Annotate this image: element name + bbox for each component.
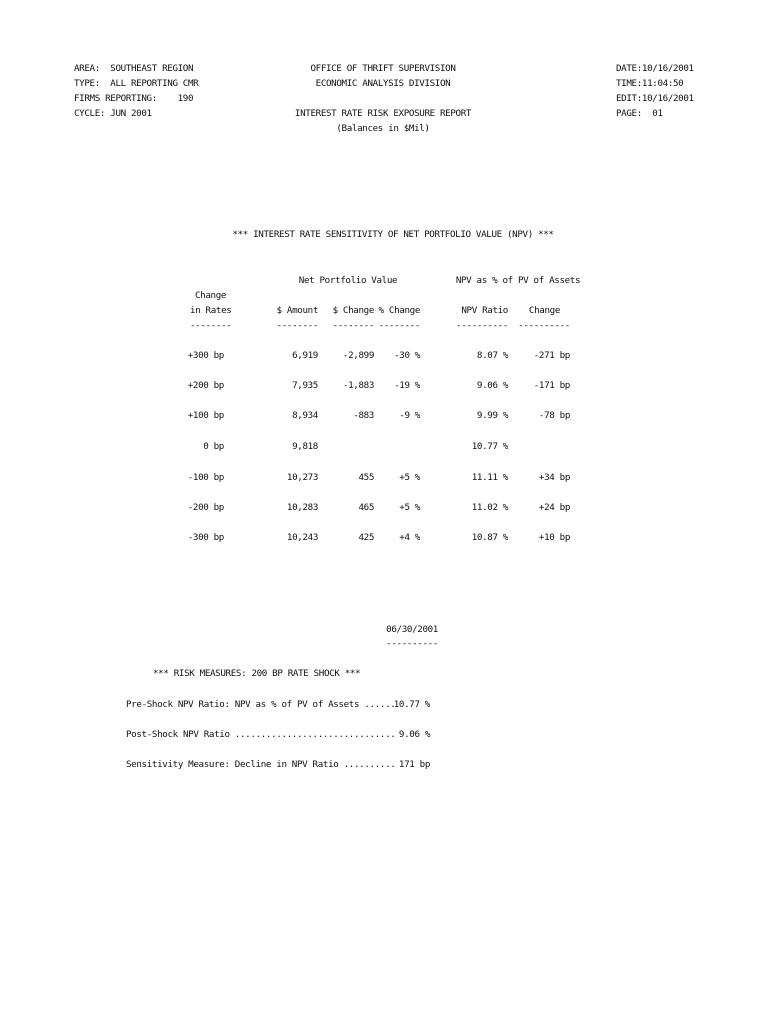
cell-bp-change: +24 bp [538,502,570,513]
group-header-npv-ratio: NPV as % of PV of Assets [455,275,581,286]
cell-percent-change: -30 % [394,350,420,361]
column-header-percent-change: % Change [378,305,420,316]
cell-dollar-change: -1,883 [342,380,374,391]
cell-dollar-change: -883 [353,410,374,421]
header-page: PAGE: 01 [616,108,663,119]
cell-bp-change: -171 bp [533,380,570,391]
header-division: ECONOMIC ANALYSIS DIVISION [315,78,451,89]
cell-npv-ratio: 9.06 % [476,380,508,391]
cell-npv-ratio: 10.77 % [471,441,508,452]
cell-npv-amount: 8,934 [292,410,318,421]
cell-bp-change: +34 bp [538,472,570,483]
risk-label-pre-shock: Pre-Shock NPV Ratio: NPV as % of PV of Assets ...... [126,699,396,710]
header-cycle: CYCLE: JUN 2001 [74,108,152,119]
cell-rate-change: -100 bp [187,472,224,483]
cell-percent-change: +4 % [399,532,420,543]
risk-measures-title: *** RISK MEASURES: 200 BP RATE SHOCK *** [153,668,361,679]
cell-npv-ratio: 10.87 % [471,532,508,543]
column-header-change-line2: in Rates [190,305,232,316]
cell-percent-change: +5 % [399,472,420,483]
column-header-dollar-change: $ Change [332,305,374,316]
cell-npv-amount: 7,935 [292,380,318,391]
header-area: AREA: SOUTHEAST REGION [74,63,194,74]
cell-npv-amount: 10,243 [286,532,318,543]
group-header-npv: Net Portfolio Value [298,275,398,286]
column-rule: ---------- [456,320,508,331]
column-rule: -------- [332,320,374,331]
risk-value-pre-shock: 10.77 % [393,699,430,710]
cell-bp-change: -78 bp [538,410,570,421]
cell-bp-change: +10 bp [538,532,570,543]
column-header-amount: $ Amount [276,305,318,316]
cell-rate-change: 0 bp [203,441,224,452]
cell-dollar-change: 425 [358,532,374,543]
column-rule: -------- [190,320,232,331]
column-header-bp-change: Change [528,305,560,316]
header-date: DATE:10/16/2001 [616,63,694,74]
column-rule: -------- [378,320,420,331]
cell-npv-amount: 10,273 [286,472,318,483]
cell-rate-change: +100 bp [187,410,224,421]
cell-percent-change: -9 % [399,410,420,421]
cell-npv-ratio: 11.02 % [471,502,508,513]
risk-label-sensitivity: Sensitivity Measure: Decline in NPV Ratio .......... [126,759,396,770]
cell-rate-change: +300 bp [187,350,224,361]
cell-npv-ratio: 11.11 % [471,472,508,483]
cell-npv-amount: 10,283 [286,502,318,513]
header-edit: EDIT:10/16/2001 [616,93,694,104]
column-header-npv-ratio: NPV Ratio [461,305,508,316]
column-rule: ---------- [518,320,570,331]
header-office: OFFICE OF THRIFT SUPERVISION [310,63,456,74]
cell-percent-change: -19 % [394,380,420,391]
cell-npv-ratio: 9.99 % [476,410,508,421]
cell-npv-amount: 6,919 [292,350,318,361]
cell-dollar-change: 465 [358,502,374,513]
risk-date: 06/30/2001 [386,624,438,635]
cell-bp-change: -271 bp [533,350,570,361]
header-time: TIME:11:04:50 [616,78,684,89]
cell-dollar-change: -2,899 [342,350,374,361]
report-balances-note: (Balances in $Mil) [336,123,430,134]
sensitivity-title: *** INTEREST RATE SENSITIVITY OF NET PORTFOLIO VALUE (NPV) *** [232,229,554,240]
cell-percent-change: +5 % [399,502,420,513]
risk-label-post-shock: Post-Shock NPV Ratio ............................... [126,729,396,740]
cell-rate-change: -300 bp [187,532,224,543]
column-header-change-line1: Change [195,290,227,301]
cell-rate-change: +200 bp [187,380,224,391]
cell-npv-amount: 9,818 [292,441,318,452]
risk-date-rule: ---------- [386,638,438,649]
risk-value-post-shock: 9.06 % [398,729,430,740]
header-firms-reporting: FIRMS REPORTING: 190 [74,93,194,104]
column-rule: -------- [276,320,318,331]
report-title: INTEREST RATE RISK EXPOSURE REPORT [294,108,472,119]
cell-dollar-change: 455 [358,472,374,483]
risk-value-sensitivity: 171 bp [398,759,430,770]
cell-npv-ratio: 8.07 % [476,350,508,361]
header-type: TYPE: ALL REPORTING CMR [74,78,199,89]
cell-rate-change: -200 bp [187,502,224,513]
